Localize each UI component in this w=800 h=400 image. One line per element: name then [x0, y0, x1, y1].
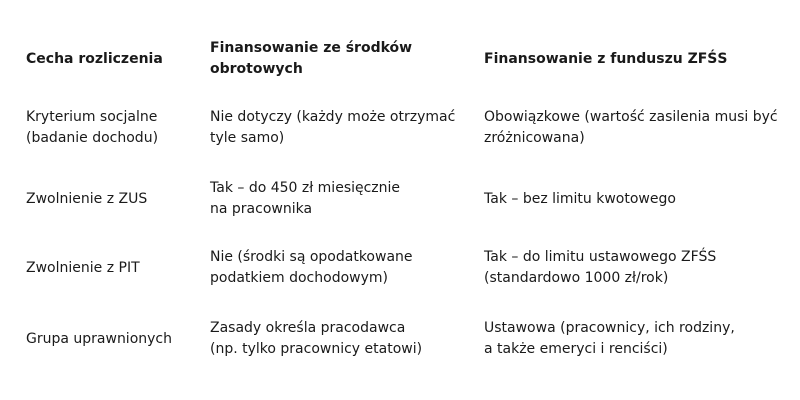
table-cell: Kryterium socjalne (badanie dochodu) [26, 109, 159, 146]
header-cell: Finansowanie z funduszu ZFŚS [484, 50, 728, 67]
table-cell: Ustawowa (pracownicy, ich rodziny, a także emeryci i renciści) [484, 320, 735, 357]
header-cell: Cecha rozliczenia [26, 50, 163, 67]
table-row [0, 176, 800, 222]
table-cell: Nie (środki są opodatkowane podatkiem dochodowym) [210, 249, 413, 286]
table-cell: Obowiązkowe (wartość zasilenia musi być zróżnicowana) [484, 109, 778, 146]
table-cell: Tak – bez limitu kwotowego [484, 190, 676, 207]
header-cell: Finansowanie ze środków obrotowych [210, 40, 413, 77]
table-cell: Nie dotyczy (każdy może otrzymać tyle samo) [210, 109, 456, 146]
table-row [0, 105, 800, 151]
table-row [0, 245, 800, 291]
table-cell: Zwolnienie z PIT [26, 259, 140, 276]
table-row [0, 316, 800, 362]
table-header-row [0, 36, 800, 82]
table-cell: Zasady określa pracodawca (np. tylko pracownicy etatowi) [210, 320, 423, 357]
table-cell: Grupa uprawnionych [26, 330, 172, 347]
table-cell: Tak – do 450 zł miesięcznie na pracownika [210, 180, 401, 217]
table-cell: Tak – do limitu ustawowego ZFŚS (standardowo 1000 zł/rok) [484, 249, 717, 286]
table-cell: Zwolnienie z ZUS [26, 190, 148, 207]
